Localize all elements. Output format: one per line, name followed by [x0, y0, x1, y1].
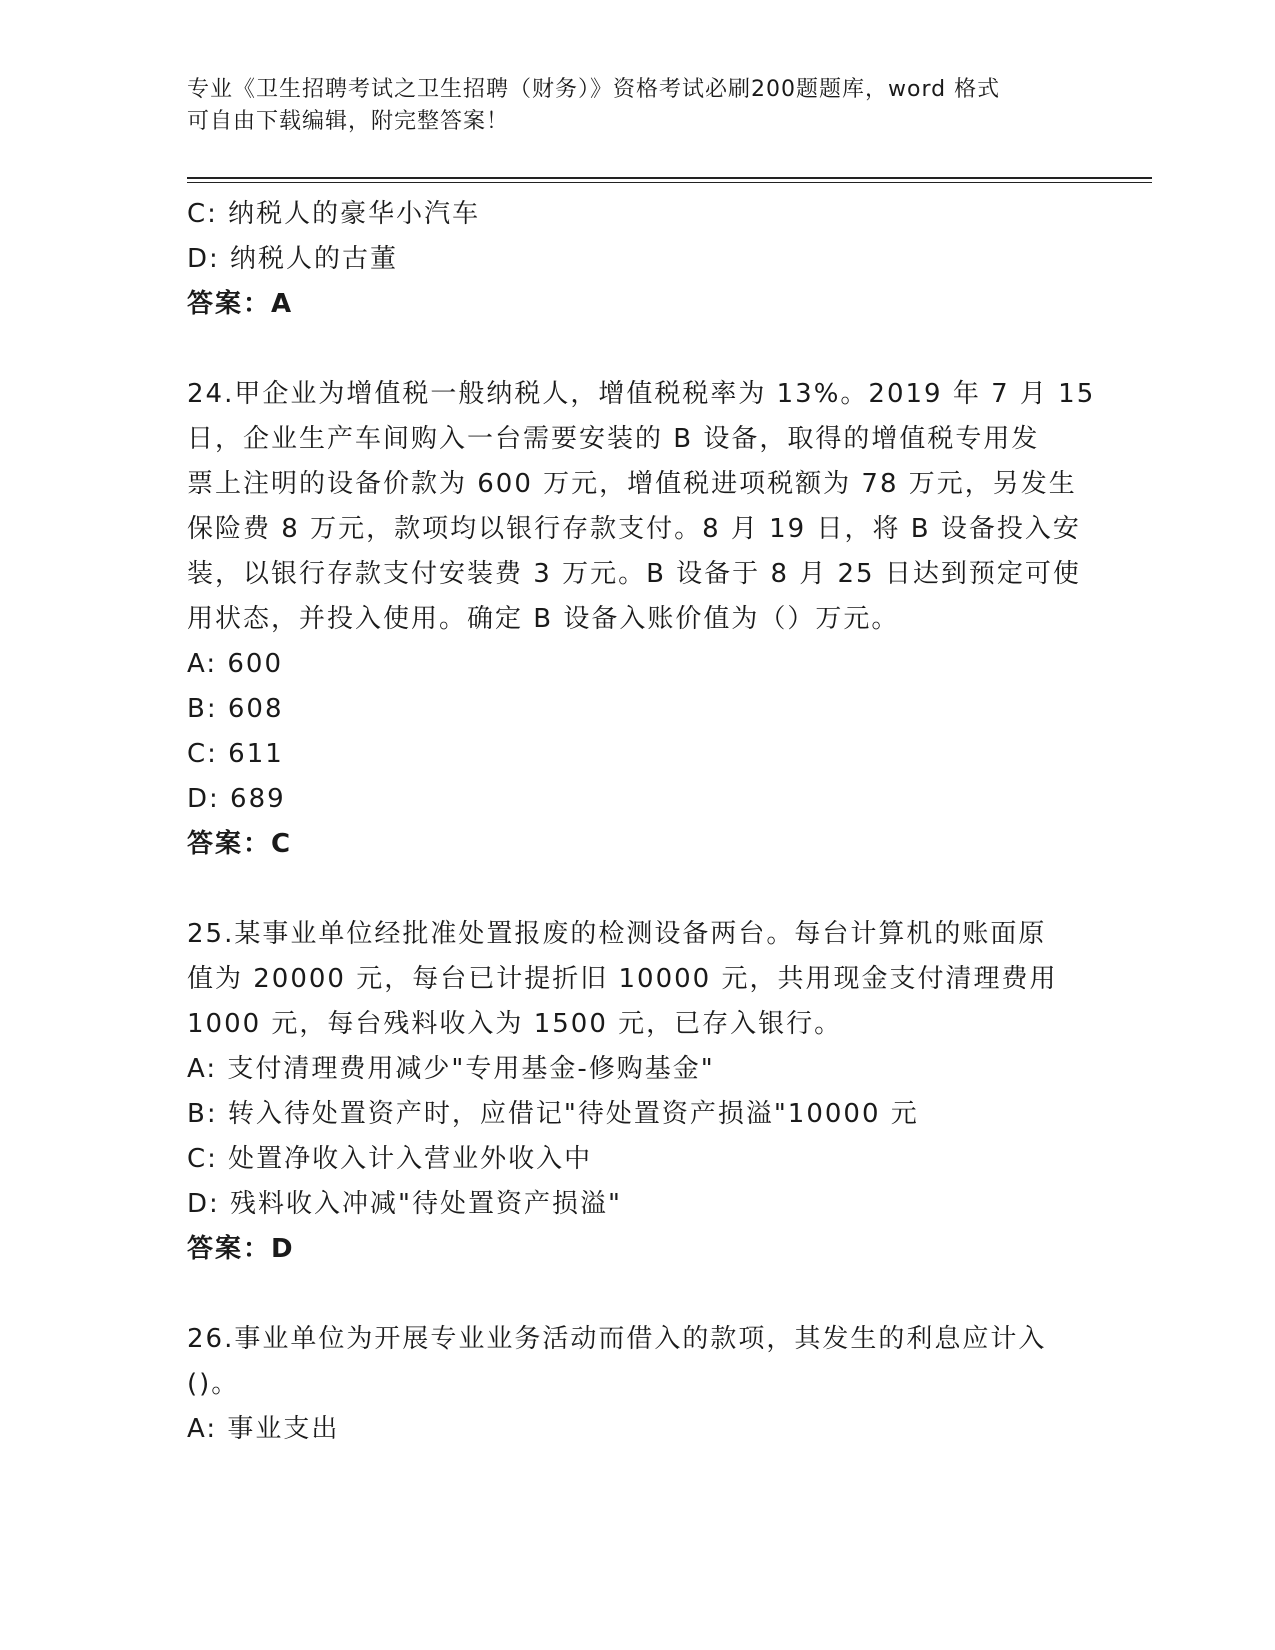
option-b: B: 608 — [187, 694, 284, 724]
question-text-line: 1000 元，每台残料收入为 1500 元，已存入银行。 — [187, 1009, 843, 1039]
option-c: C: 611 — [187, 739, 284, 769]
option-c: C: 处置净收入计入营业外收入中 — [187, 1144, 593, 1174]
question-text-line: 26.事业单位为开展专业业务活动而借入的款项，其发生的利息应计入 — [187, 1324, 1047, 1354]
header-line-2: 可自由下载编辑，附完整答案！ — [187, 109, 510, 134]
question-text-line: 25.某事业单位经批准处置报废的检测设备两台。每台计算机的账面原 — [187, 919, 1047, 949]
option-d: D: 残料收入冲减"待处置资产损溢" — [187, 1189, 622, 1219]
question-text-line: 日，企业生产车间购入一台需要安装的 B 设备，取得的增值税专用发 — [187, 424, 1040, 454]
option-d: D: 纳税人的古董 — [187, 244, 399, 274]
option-d: D: 689 — [187, 784, 286, 814]
option-b: B: 转入待处置资产时，应借记"待处置资产损溢"10000 元 — [187, 1099, 919, 1129]
question-text-line: 装，以银行存款支付安装费 3 万元。B 设备于 8 月 25 日达到预定可使 — [187, 559, 1081, 589]
question-content — [187, 192, 1096, 1452]
header-divider — [187, 177, 1152, 179]
header-line-1: 专业《卫生招聘考试之卫生招聘（财务）》资格考试必刷200题题库，word 格式 — [187, 77, 1001, 102]
header-divider-thin — [187, 182, 1152, 183]
answer-text: 答案：D — [187, 1234, 295, 1264]
option-a: A: 600 — [187, 649, 283, 679]
question-24 — [187, 372, 1096, 867]
option-c: C: 纳税人的豪华小汽车 — [187, 199, 481, 229]
question-text-line: 用状态，并投入使用。确定 B 设备入账价值为（）万元。 — [187, 604, 900, 634]
option-a: A: 事业支出 — [187, 1414, 340, 1444]
question-text-line: ()。 — [187, 1369, 240, 1399]
question-text-line: 24.甲企业为增值税一般纳税人，增值税税率为 13%。2019 年 7 月 15 — [187, 379, 1096, 409]
answer-text: 答案：A — [187, 289, 294, 319]
option-a: A: 支付清理费用减少"专用基金-修购基金" — [187, 1054, 715, 1084]
question-26 — [187, 1317, 1087, 1452]
answer-text: 答案：C — [187, 829, 293, 859]
question-text-line: 值为 20000 元，每台已计提折旧 10000 元，共用现金支付清理费用 — [187, 964, 1058, 994]
question-text-line: 票上注明的设备价款为 600 万元，增值税进项税额为 78 万元，另发生 — [187, 469, 1077, 499]
document-header — [187, 74, 1057, 138]
question-25 — [187, 912, 1087, 1272]
question-text-line: 保险费 8 万元，款项均以银行存款支付。8 月 19 日，将 B 设备投入安 — [187, 514, 1081, 544]
